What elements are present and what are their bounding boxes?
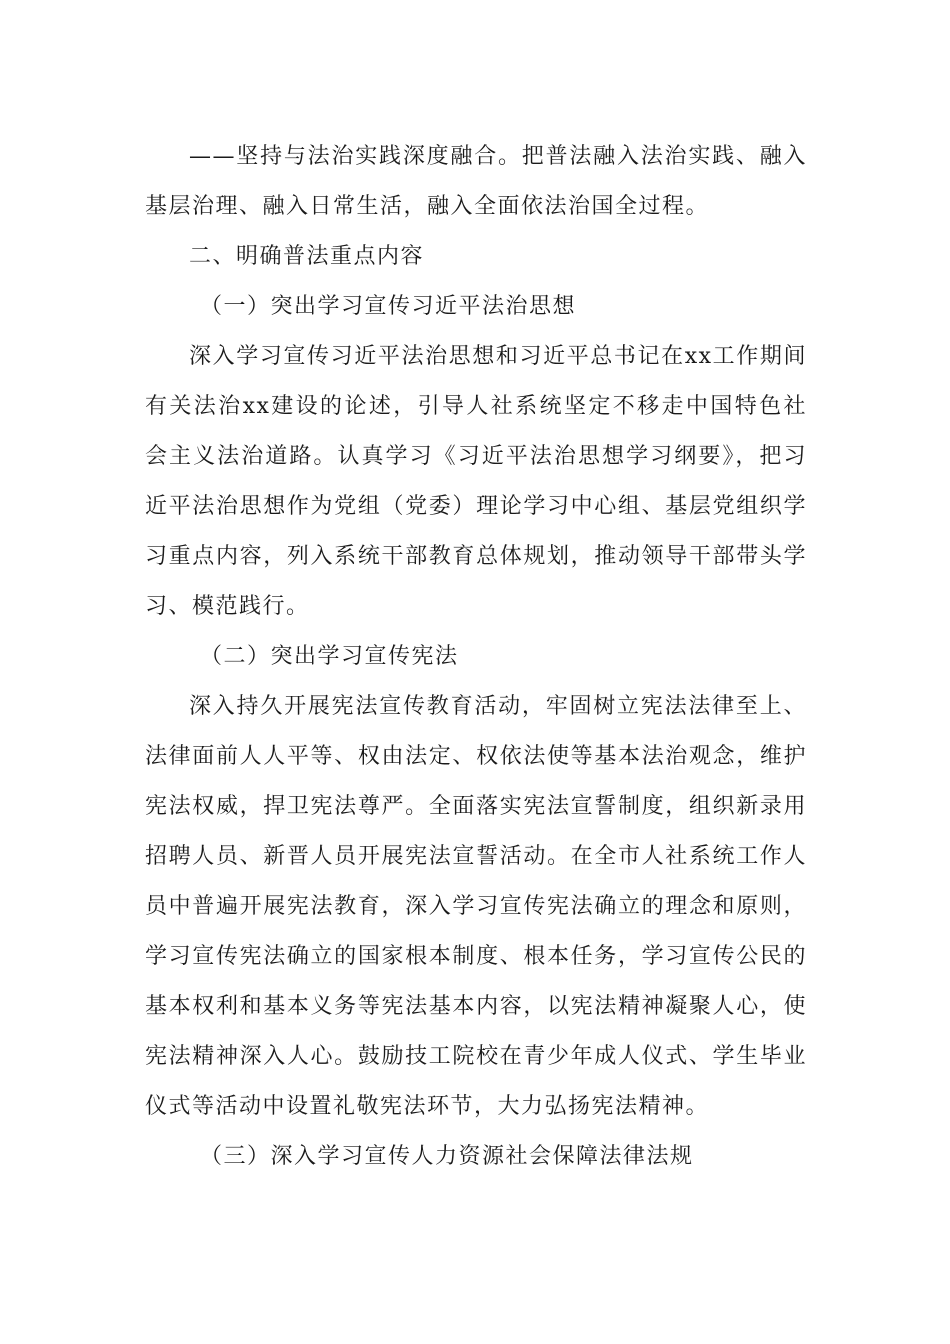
subsection-heading-2: （二）突出学习宣传宪法 <box>200 644 459 669</box>
section-heading: 二、明确普法重点内容 <box>189 244 425 269</box>
paragraph-principle: ——坚持与法治实践深度融合。把普法融入法治实践、融入基层治理、融入日常生活，融入全面依法治国全过程。 <box>145 144 807 219</box>
paragraph-constitution: 深入持久开展宪法宣传教育活动，牢固树立宪法法律至上、法律面前人人平等、权由法定、权依法使等基本法治观念，维护宪法权威，捍卫宪法尊严。全面落实宪法宣誓制度，组织新录用招聘人员、新晋人员开展宪法宣誓活动。在全市人社系统工作人员中普遍开展宪法教育，深入学习宣传宪法确立的理念和原则，学习宣传宪法确立的国家根本制度、根本任务，学习宣传公民的基本权利和基本义务等宪法基本内容，以宪法精神凝聚人心，使宪法精神深入人心。鼓励技工院校在青少年成人仪式、学生毕业仪式等活动中设置礼敬宪法环节，大力弘扬宪法精神。 <box>145 694 807 1119</box>
subsection-heading-1: （一）突出学习宣传习近平法治思想 <box>200 294 577 319</box>
paragraph-thought-study: 深入学习宣传习近平法治思想和习近平总书记在xx工作期间有关法治xx建设的论述，引导人社系统坚定不移走中国特色社会主义法治道路。认真学习《习近平法治思想学习纲要》，把习近平法治思想作为党组（党委）理论学习中心组、基层党组织学习重点内容，列入系统干部教育总体规划，推动领导干部带头学习、模范践行。 <box>145 344 807 619</box>
subsection-heading-3: （三）深入学习宣传人力资源社会保障法律法规 <box>200 1144 694 1169</box>
document-body <box>145 132 807 1182</box>
